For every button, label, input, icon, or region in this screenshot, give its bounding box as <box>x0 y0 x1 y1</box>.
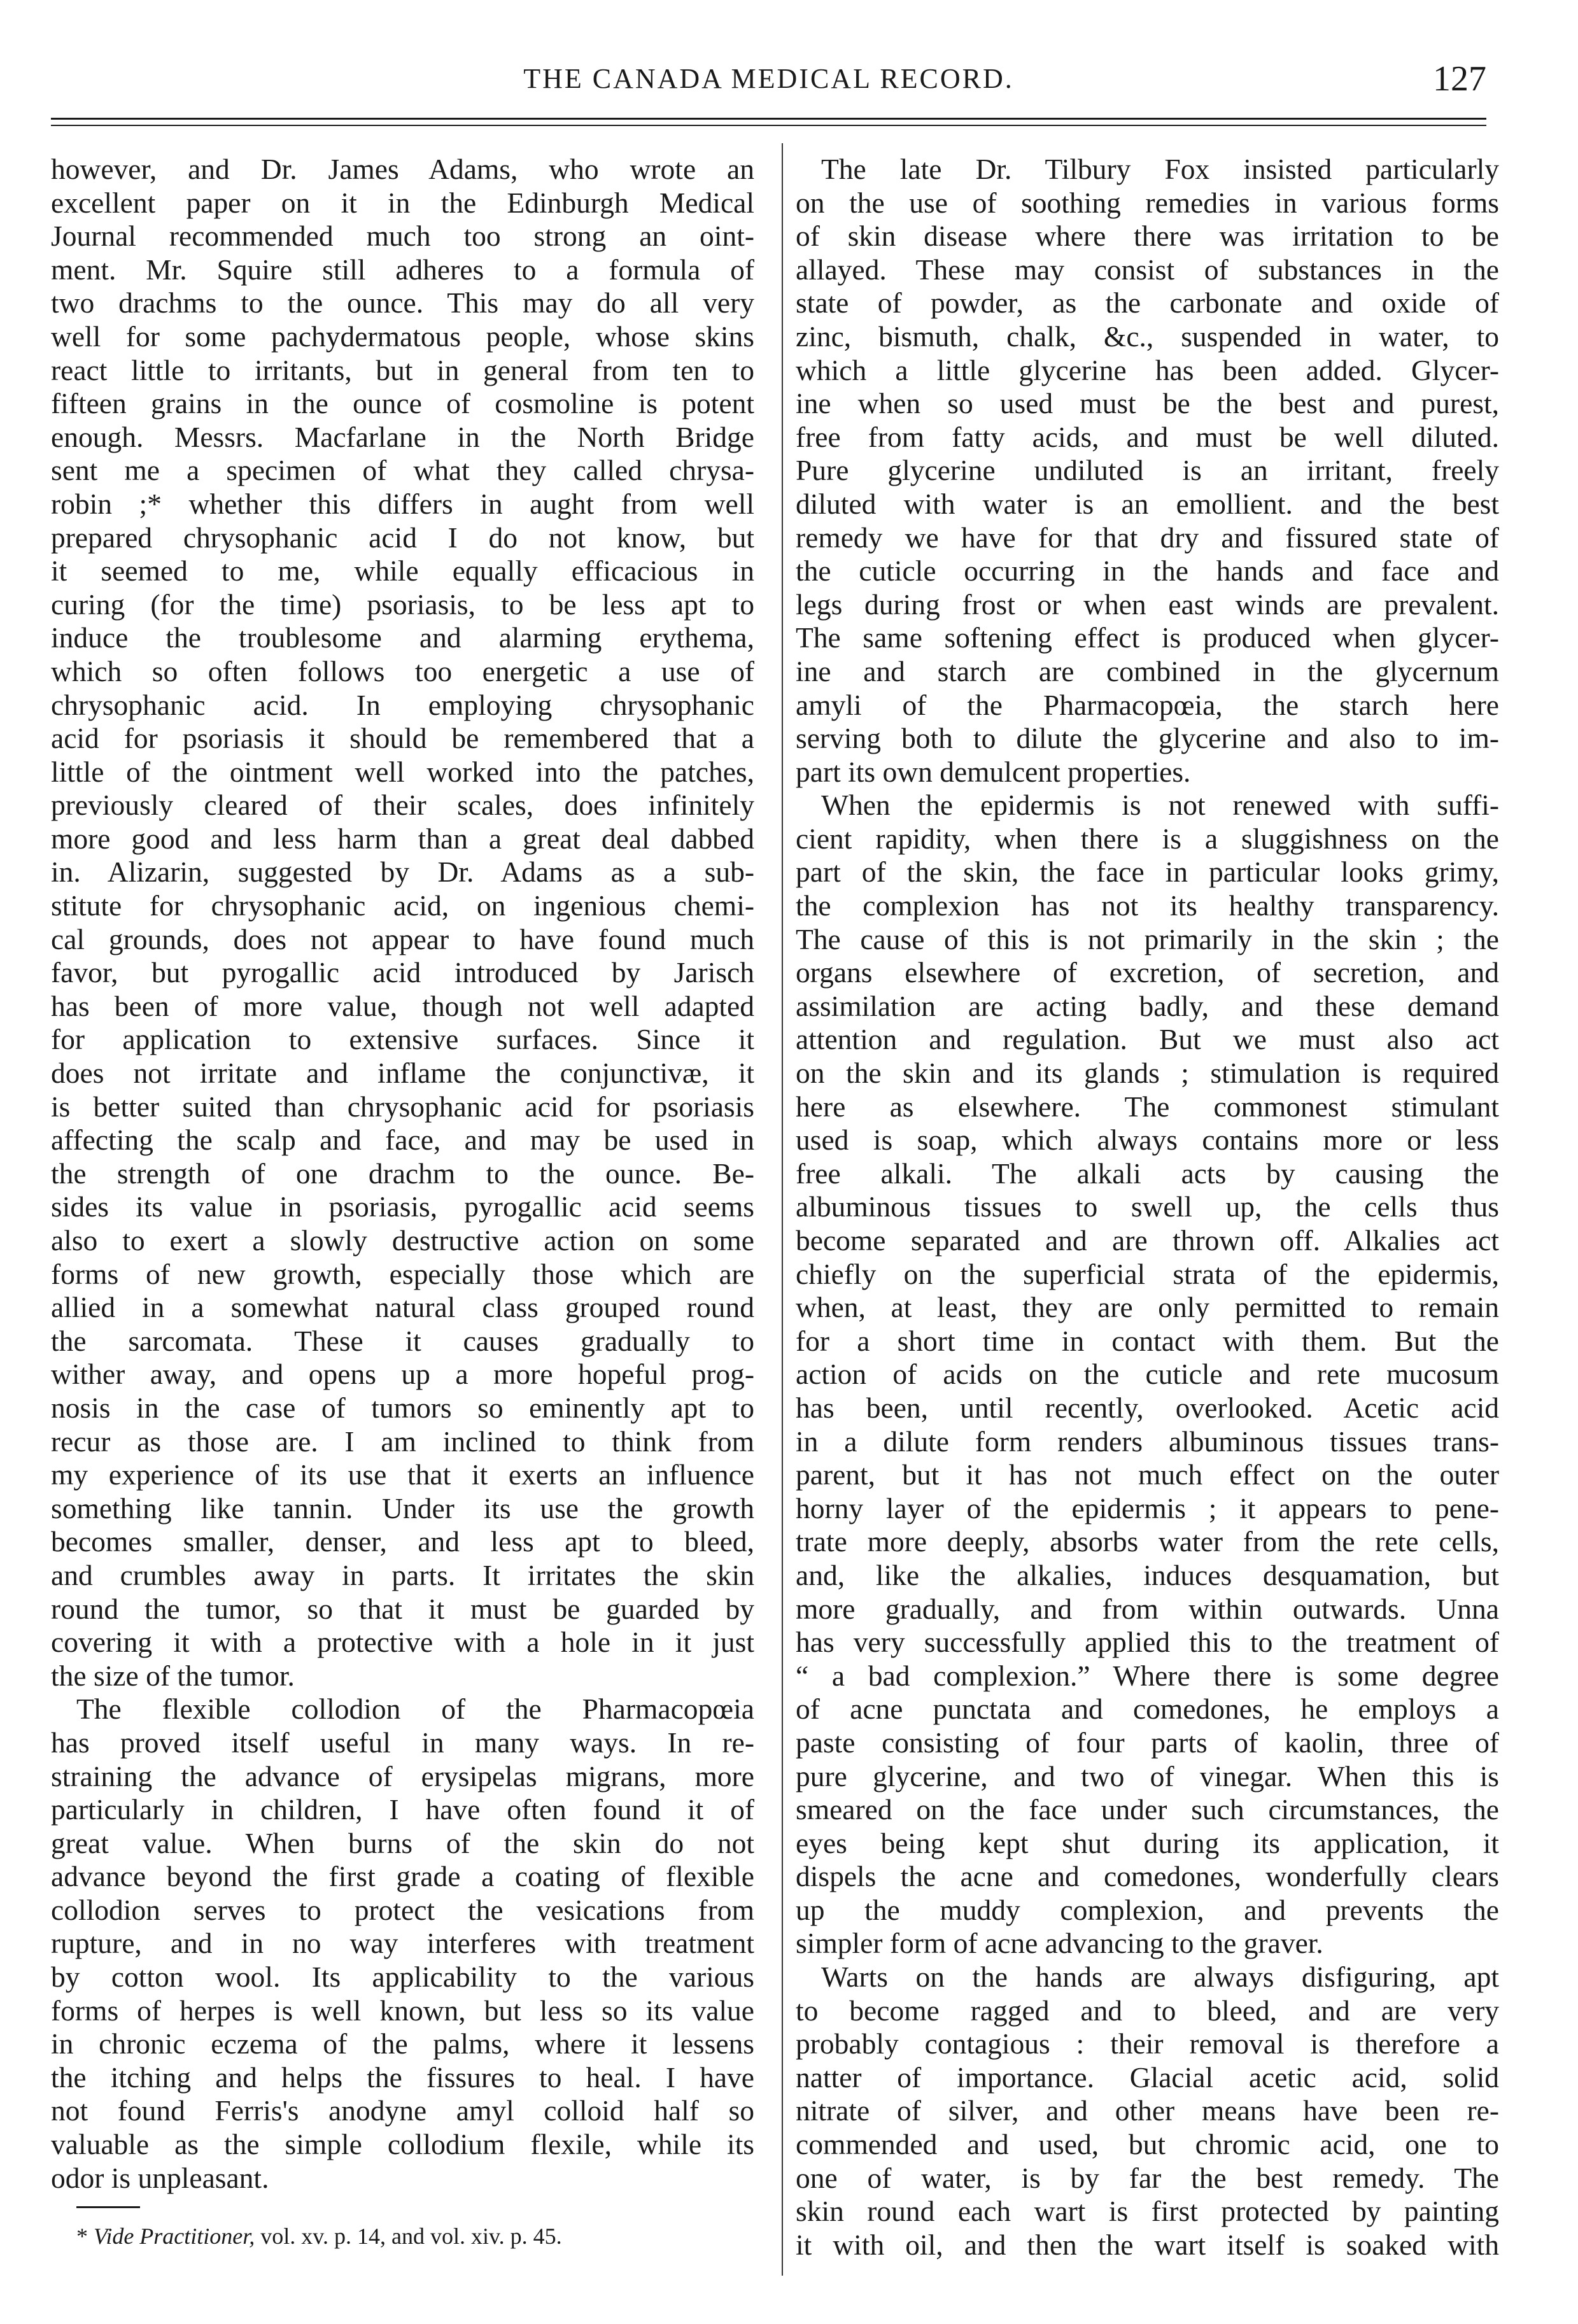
text-line: the cuticle occurring in the hands and face and <box>796 554 1499 588</box>
text-line: albuminous tissues to swell up, the cells thus <box>796 1190 1499 1223</box>
left-column <box>51 153 754 2253</box>
page-number: 127 <box>1433 59 1486 99</box>
text-line: part its own demulcent properties. <box>796 755 1191 788</box>
text-line: rupture, and in no way interferes with treatment <box>51 1927 754 1960</box>
text-line: chiefly on the superficial strata of the epidermis, <box>796 1257 1499 1290</box>
text-line: sides its value in psoriasis, pyrogallic acid seems <box>51 1190 754 1223</box>
text-line: part of the skin, the face in particular looks grimy, <box>796 856 1499 889</box>
text-line: has very successfully applied this to the treatment of <box>796 1626 1499 1659</box>
text-line: stitute for chrysophanic acid, on ingenious chemi- <box>51 889 754 922</box>
text-line: The flexible collodion of the Pharmacopœia <box>76 1693 754 1726</box>
text-line: prepared chrysophanic acid I do not know, but <box>51 521 754 554</box>
text-line: on the skin and its glands ; stimulation is required <box>796 1057 1499 1090</box>
text-line: remedy we have for that dry and fissured state of <box>796 521 1499 554</box>
text-line: cal grounds, does not appear to have found much <box>51 922 754 955</box>
text-line: allayed. These may consist of substances in the <box>796 253 1499 286</box>
text-line: serving both to dilute the glycerine and also to im- <box>796 722 1499 755</box>
text-line: previously cleared of their scales, does infinitely <box>51 789 754 822</box>
text-line: Pure glycerine undiluted is an irritant, freely <box>796 454 1499 487</box>
text-line: cient rapidity, when there is a sluggishness on the <box>796 822 1499 855</box>
text-line: is better suited than chrysophanic acid for psoriasis <box>51 1090 754 1123</box>
text-line: for application to extensive surfaces. Since it <box>51 1023 754 1056</box>
text-line: favor, but pyrogallic acid introduced by Jarisch <box>51 956 754 989</box>
text-line: fifteen grains in the ounce of cosmoline is potent <box>51 387 754 420</box>
text-line: acid for psoriasis it should be remembered that a <box>51 722 754 755</box>
text-line: sent me a specimen of what they called chrysa- <box>51 454 754 487</box>
text-line: When the epidermis is not renewed with suffi- <box>821 789 1499 822</box>
text-line: more gradually, and from within outwards. Unna <box>796 1592 1499 1625</box>
text-line: in chronic eczema of the palms, where it lessens <box>51 2027 754 2060</box>
text-line: the sarcomata. These it causes gradually to <box>51 1324 754 1357</box>
text-line: on the use of soothing remedies in various forms <box>796 186 1499 219</box>
text-line: “ a bad complexion.” Where there is some degree <box>796 1659 1499 1692</box>
running-head <box>51 59 1486 113</box>
text-line: more good and less harm than a great deal dabbed <box>51 822 754 855</box>
text-line: wither away, and opens up a more hopeful prog- <box>51 1358 754 1391</box>
text-line: odor is unpleasant. <box>51 2161 269 2194</box>
text-line: valuable as the simple collodium flexile, while its <box>51 2128 754 2161</box>
text-line: little of the ointment well worked into the patches, <box>51 755 754 788</box>
text-line: which a little glycerine has been added. Glycer- <box>796 353 1499 386</box>
text-line: enough. Messrs. Macfarlane in the North Bridge <box>51 420 754 453</box>
text-line: well for some pachydermatous people, whose skins <box>51 320 754 353</box>
text-line: free from fatty acids, and must be well diluted. <box>796 420 1499 453</box>
text-line: advance beyond the first grade a coating of flexible <box>51 1860 754 1893</box>
text-line: smeared on the face under such circumstances, the <box>796 1793 1499 1826</box>
text-line: does not irritate and inflame the conjunctivæ, it <box>51 1057 754 1090</box>
text-line: paste consisting of four parts of kaolin, three of <box>796 1726 1499 1759</box>
text-line: for a short time in contact with them. But the <box>796 1324 1499 1357</box>
text-line: nosis in the case of tumors so eminently apt to <box>51 1391 754 1424</box>
text-line: pure glycerine, and two of vinegar. When this is <box>796 1759 1499 1792</box>
text-line: round the tumor, so that it must be guarded by <box>51 1592 754 1625</box>
text-line: to become ragged and to bleed, and are very <box>796 1994 1499 2027</box>
text-line: Warts on the hands are always disfiguring, apt <box>821 1961 1499 1994</box>
text-line: two drachms to the ounce. This may do all very <box>51 286 754 320</box>
text-line: natter of importance. Glacial acetic acid, solid <box>796 2060 1499 2094</box>
text-line: eyes being kept shut during its application, it <box>796 1826 1499 1859</box>
text-line: zinc, bismuth, chalk, &c., suspended in water, to <box>796 320 1499 353</box>
text-line: the itching and helps the fissures to heal. I have <box>51 2060 754 2094</box>
text-line: collodion serves to protect the vesications from <box>51 1893 754 1926</box>
text-line: allied in a somewhat natural class grouped round <box>51 1291 754 1324</box>
text-line: has been of more value, though not well adapted <box>51 989 754 1022</box>
text-line: horny layer of the epidermis ; it appears to pene- <box>796 1491 1499 1525</box>
text-line: here as elsewhere. The commonest stimulant <box>796 1090 1499 1123</box>
text-line: chrysophanic acid. In employing chrysophanic <box>51 688 754 721</box>
text-line: legs during frost or when east winds are prevalent. <box>796 588 1499 621</box>
text-line: the complexion has not its healthy transparency. <box>796 889 1499 922</box>
text-line: has been, until recently, overlooked. Acetic acid <box>796 1391 1499 1424</box>
text-line: up the muddy complexion, and prevents the <box>796 1893 1499 1926</box>
text-line: great value. When burns of the skin do not <box>51 1826 754 1859</box>
text-line: The cause of this is not primarily in the skin ; the <box>796 922 1499 955</box>
footnote-citation: vol. xv. p. 14, and vol. xiv. p. 45. <box>255 2223 562 2250</box>
text-line: ment. Mr. Squire still adheres to a formula of <box>51 253 754 286</box>
text-line: free alkali. The alkali acts by causing the <box>796 1157 1499 1190</box>
text-line: which so often follows too energetic a use of <box>51 654 754 687</box>
text-line: The late Dr. Tilbury Fox insisted particularly <box>821 153 1499 185</box>
text-line: probably contagious : their removal is therefore a <box>796 2027 1499 2060</box>
text-line: ine when so used must be the best and purest, <box>796 387 1499 420</box>
text-line: in. Alizarin, suggested by Dr. Adams as a sub- <box>51 856 754 889</box>
text-line: The same softening effect is produced when glycer- <box>796 621 1499 654</box>
text-line: of skin disease where there was irritation to be <box>796 220 1499 253</box>
text-line: the size of the tumor. <box>51 1659 295 1692</box>
text-line: particularly in children, I have often found it of <box>51 1793 754 1826</box>
text-line: also to exert a slowly destructive action on some <box>51 1224 754 1257</box>
header-double-rule <box>51 118 1486 126</box>
text-line: when, at least, they are only permitted to remain <box>796 1291 1499 1324</box>
text-line: assimilation are acting badly, and these demand <box>796 989 1499 1022</box>
text-line: covering it with a protective with a hole in it just <box>51 1626 754 1659</box>
text-line: skin round each wart is first protected by painting <box>796 2195 1499 2228</box>
text-line: by cotton wool. Its applicability to the various <box>51 1961 754 1994</box>
text-line: become separated and are thrown off. Alkalies act <box>796 1224 1499 1257</box>
text-line: commended and used, but chromic acid, one to <box>796 2128 1499 2161</box>
text-line: however, and Dr. James Adams, who wrote an <box>51 153 754 185</box>
text-line: induce the troublesome and alarming erythema, <box>51 621 754 654</box>
text-line: and crumbles away in parts. It irritates the skin <box>51 1558 754 1591</box>
text-line: forms of new growth, especially those which are <box>51 1257 754 1290</box>
text-line: used is soap, which always contains more or less <box>796 1123 1499 1157</box>
text-line: not found Ferris's anodyne amyl colloid half so <box>51 2094 754 2127</box>
footnote-marker: * <box>76 2223 94 2250</box>
text-line: action of acids on the cuticle and rete mucosum <box>796 1358 1499 1391</box>
text-line: becomes smaller, denser, and less apt to bleed, <box>51 1525 754 1558</box>
text-line: my experience of its use that it exerts an influence <box>51 1458 754 1491</box>
text-line: in a dilute form renders albuminous tissues trans- <box>796 1425 1499 1458</box>
text-line: forms of herpes is well known, but less so its value <box>51 1994 754 2027</box>
footnote <box>51 2220 754 2253</box>
text-line: curing (for the time) psoriasis, to be less apt to <box>51 588 754 621</box>
text-line: state of powder, as the carbonate and oxide of <box>796 286 1499 320</box>
right-column <box>796 153 1499 2262</box>
text-line: trate more deeply, absorbs water from the rete cells, <box>796 1525 1499 1558</box>
text-line: Journal recommended much too strong an oint- <box>51 220 754 253</box>
text-line: the strength of one drachm to the ounce. Be- <box>51 1157 754 1190</box>
text-line: it with oil, and then the wart itself is soaked with <box>796 2228 1499 2261</box>
text-line: diluted with water is an emollient. and the best <box>796 487 1499 520</box>
text-line: simpler form of acne advancing to the graver. <box>796 1927 1323 1960</box>
text-line: amyli of the Pharmacopœia, the starch here <box>796 688 1499 721</box>
text-line: organs elsewhere of excretion, of secretion, and <box>796 956 1499 989</box>
text-line: straining the advance of erysipelas migrans, more <box>51 1759 754 1792</box>
text-line: ine and starch are combined in the glycernum <box>796 654 1499 687</box>
text-line: excellent paper on it in the Edinburgh Medical <box>51 186 754 219</box>
footnote-source: Vide Practitioner, <box>94 2223 255 2250</box>
text-line: recur as those are. I am inclined to think from <box>51 1425 754 1458</box>
text-line: of acne punctata and comedones, he employs a <box>796 1693 1499 1726</box>
journal-title: THE CANADA MEDICAL RECORD. <box>523 63 1014 94</box>
text-line: parent, but it has not much effect on the outer <box>796 1458 1499 1491</box>
text-line: something like tannin. Under its use the growth <box>51 1491 754 1525</box>
text-line: attention and regulation. But we must also act <box>796 1023 1499 1056</box>
text-line: affecting the scalp and face, and may be used in <box>51 1123 754 1157</box>
text-line: react little to irritants, but in general from ten to <box>51 353 754 386</box>
column-divider <box>782 143 783 2276</box>
text-line: it seemed to me, while equally efficacious in <box>51 554 754 588</box>
footnote-rule <box>76 2206 140 2208</box>
text-line: and, like the alkalies, induces desquamation, but <box>796 1558 1499 1591</box>
text-line: one of water, is by far the best remedy. The <box>796 2161 1499 2194</box>
text-line: robin ;* whether this differs in aught from well <box>51 487 754 520</box>
text-line: dispels the acne and comedones, wonderfully clears <box>796 1860 1499 1893</box>
text-line: nitrate of silver, and other means have been re- <box>796 2094 1499 2127</box>
text-line: has proved itself useful in many ways. In re- <box>51 1726 754 1759</box>
